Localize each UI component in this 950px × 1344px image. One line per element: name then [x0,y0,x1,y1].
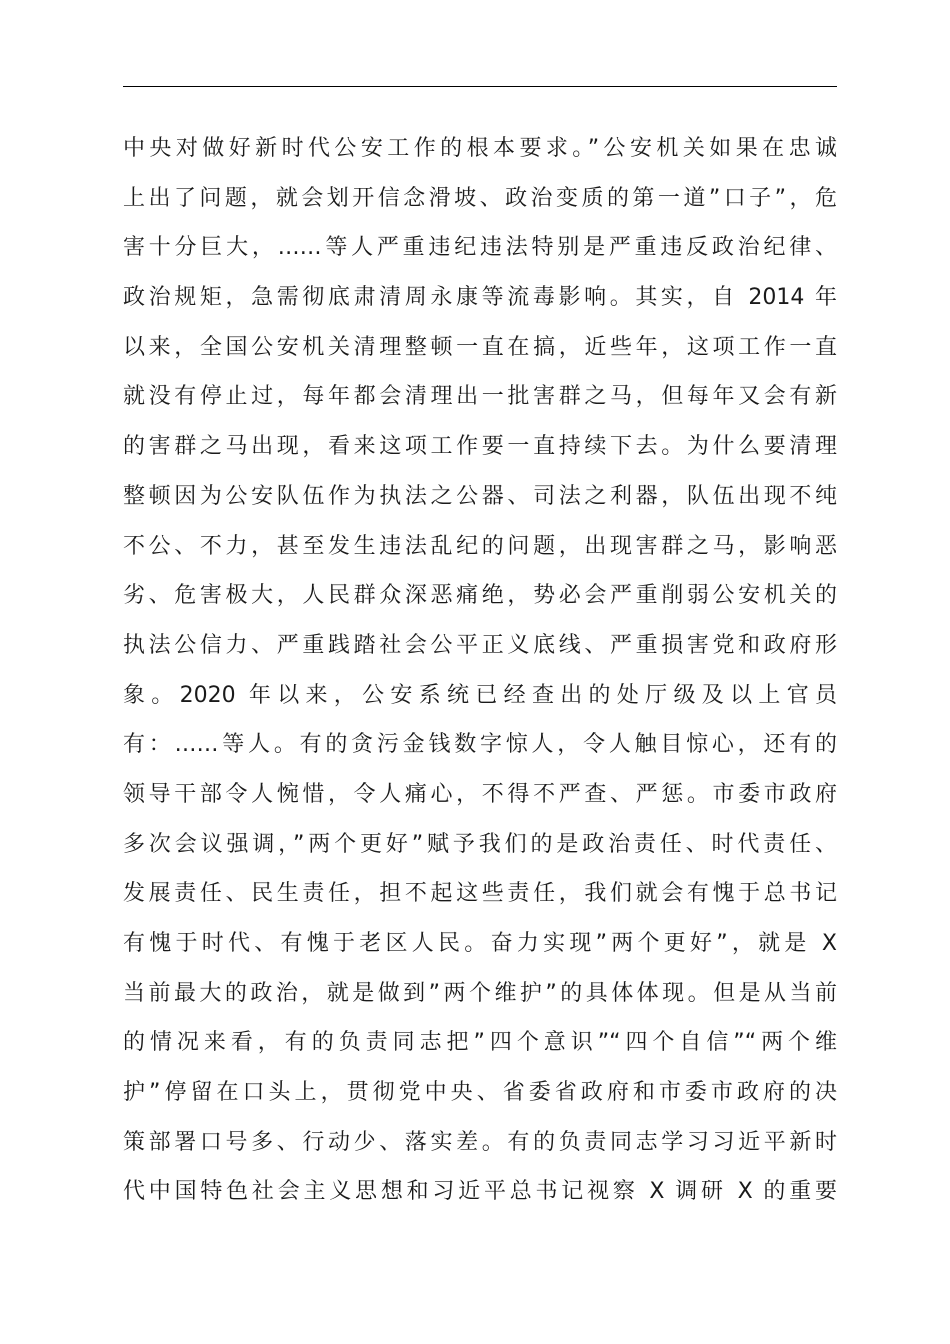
text-line: 整顿因为公安队伍作为执法之公器、司法之利器，队伍出现不纯 [123,483,837,509]
text-line: 中央对做好新时代公安工作的根本要求。”公安机关如果在忠诚 [123,136,837,161]
text-line: 劣、危害极大，人民群众深恶痛绝，势必会严重削弱公安机关的 [123,583,837,609]
text-line: 以来，全国公安机关清理整顿一直在搞，近些年，这项工作一直 [123,334,837,360]
text-line: 多次会议强调，”两个更好”赋予我们的是政治责任、时代责任、 [123,831,837,857]
text-line: 象。2020 年以来，公安系统已经查出的处厅级及以上官员 [123,682,837,708]
text-line: 策部署口号多、行动少、落实差。有的负责同志学习习近平新时 [123,1129,837,1155]
text-line: 害十分巨大，……等人严重违纪违法特别是严重违反政治纪律、 [123,235,837,261]
text-line: 代中国特色社会主义思想和习近平总书记视察 X 调研 X 的重要 [123,1179,837,1205]
text-line: 不公、不力，甚至发生违法乱纪的问题，出现害群之马，影响恶 [123,533,837,559]
text-line: 政治规矩，急需彻底肃清周永康等流毒影响。其实，自 2014 年 [123,285,837,311]
text-line: 发展责任、民生责任，担不起这些责任，我们就会有愧于总书记 [123,881,837,907]
text-line: 上出了问题，就会划开信念滑坡、政治变质的第一道”口子”，危 [123,185,837,211]
text-line: 当前最大的政治，就是做到”两个维护”的具体体现。但是从当前 [123,980,837,1006]
text-line: 有：……等人。有的贪污金钱数字惊人，令人触目惊心，还有的 [123,732,837,758]
header-rule [123,86,837,87]
text-line: 的情况来看，有的负责同志把”四个意识”“四个自信”“两个维 [123,1030,837,1056]
text-line: 领导干部令人惋惜，令人痛心，不得不严查、严惩。市委市政府 [123,781,837,807]
body-text [123,124,837,1217]
text-line: 有愧于时代、有愧于老区人民。奋力实现”两个更好”，就是 X [123,931,837,956]
text-line: 执法公信力、严重践踏社会公平正义底线、严重损害党和政府形 [123,632,837,658]
text-line: 就没有停止过，每年都会清理出一批害群之马，但每年又会有新 [123,384,837,410]
text-line: 护”停留在口头上，贯彻党中央、省委省政府和市委市政府的决 [123,1080,837,1106]
text-line: 的害群之马出现，看来这项工作要一直持续下去。为什么要清理 [123,434,837,460]
